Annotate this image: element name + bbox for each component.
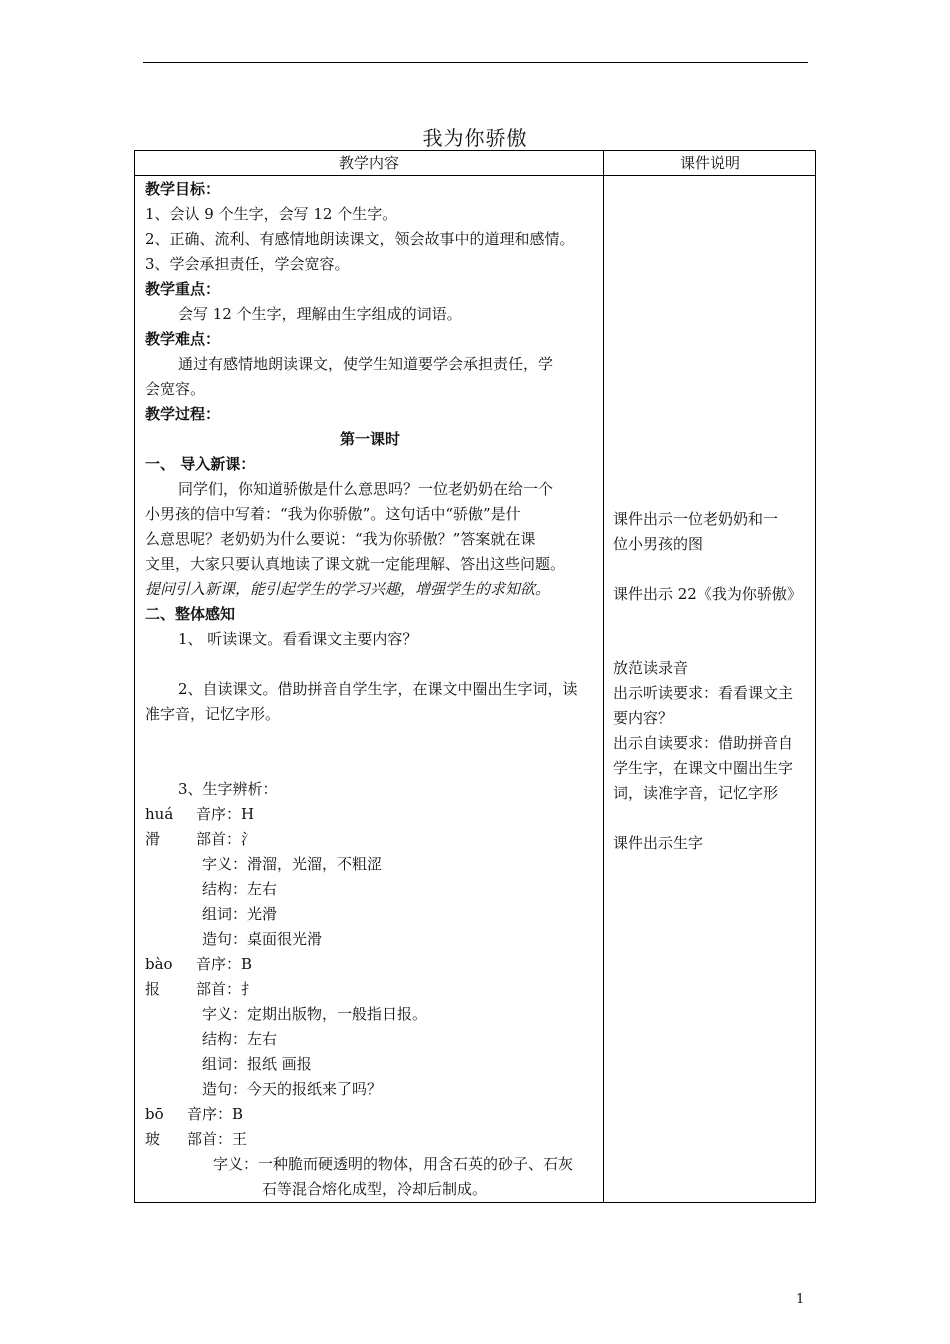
note-4-line-2: 要内容？ xyxy=(613,709,674,727)
goal-1: 1、会认 9 个生字，会写 12 个生字。 xyxy=(145,205,398,223)
header-teaching-content: 教学内容 xyxy=(338,154,399,172)
intro-note: 提问引入新课，能引起学生的学习兴趣，增强学生的求知欲。 xyxy=(145,580,551,598)
note-3: 放范读录音 xyxy=(613,659,689,677)
bao-order: 音序：B xyxy=(196,955,253,973)
goals-heading: 教学目标： xyxy=(145,180,221,198)
bao-char: 报 xyxy=(145,980,161,998)
bo-meaning-line-2: 石等混合熔化成型，冷却后制成。 xyxy=(262,1180,488,1198)
page-title: 我为你骄傲 xyxy=(422,126,528,150)
note-4-line-1: 出示听读要求：看看课文主 xyxy=(613,684,794,702)
intro-line-4: 文里，大家只要认真地读了课文就一定能理解、答出这些问题。 xyxy=(145,555,566,573)
section-1-heading: 一、 导入新课： xyxy=(145,455,256,473)
page-number: 1 xyxy=(796,1292,805,1307)
column-divider xyxy=(603,151,604,1202)
note-1-line-2: 位小男孩的图 xyxy=(613,535,704,553)
step-3: 3、生字辨析： xyxy=(178,780,278,798)
hua-words: 组词：光滑 xyxy=(202,905,278,923)
hua-char: 滑 xyxy=(145,830,161,848)
difficulty-line-1: 通过有感情地朗读课文，使学生知道要学会承担责任，学 xyxy=(178,355,554,373)
intro-line-3: 么意思呢？老奶奶为什么要说：“我为你骄傲？”答案就在课 xyxy=(145,530,536,548)
step-2-line-2: 准字音，记忆字形。 xyxy=(145,705,281,723)
section-2-heading: 二、整体感知 xyxy=(145,605,236,623)
key-text: 会写 12 个生字，理解由生字组成的词语。 xyxy=(178,305,462,323)
note-1-line-1: 课件出示一位老奶奶和一 xyxy=(613,510,779,528)
intro-line-2: 小男孩的信中写着：“我为你骄傲”。这句话中“骄傲”是什 xyxy=(145,505,521,523)
difficulty-line-2: 会宽容。 xyxy=(145,380,206,398)
goal-3: 3、学会承担责任，学会宽容。 xyxy=(145,255,350,273)
bao-words: 组词：报纸 画报 xyxy=(202,1055,312,1073)
hua-structure: 结构：左右 xyxy=(202,880,278,898)
hua-meaning: 字义：滑溜，光溜，不粗涩 xyxy=(202,855,383,873)
note-5-line-2: 学生字，在课文中圈出生字 xyxy=(613,759,794,777)
hua-order: 音序：H xyxy=(196,805,255,823)
bao-pinyin: bào xyxy=(145,955,173,973)
goal-2: 2、正确、流利、有感情地朗读课文，领会故事中的道理和感情。 xyxy=(145,230,575,248)
bao-structure: 结构：左右 xyxy=(202,1030,278,1048)
process-heading: 教学过程： xyxy=(145,405,221,423)
header-courseware-notes: 课件说明 xyxy=(679,154,740,172)
bo-char: 玻 xyxy=(145,1130,161,1148)
header-divider xyxy=(135,175,815,176)
step-2-line-1: 2、自读课文。借助拼音自学生字，在课文中圈出生字词，读 xyxy=(178,680,578,698)
hua-pinyin: huá xyxy=(145,805,174,823)
lesson-table xyxy=(134,150,816,1203)
step-1: 1、 听读课文。看看课文主要内容？ xyxy=(178,630,418,648)
bao-meaning: 字义：定期出版物，一般指日报。 xyxy=(202,1005,428,1023)
difficulty-heading: 教学难点： xyxy=(145,330,221,348)
hua-radical: 部首：氵 xyxy=(196,830,257,848)
bo-meaning-line-1: 字义：一种脆而硬透明的物体，用含石英的砂子、石灰 xyxy=(213,1155,574,1173)
note-2: 课件出示 22《我为你骄傲》 xyxy=(613,585,802,603)
bo-radical: 部首：王 xyxy=(187,1130,248,1148)
hua-sentence: 造句：桌面很光滑 xyxy=(202,930,323,948)
note-5-line-3: 词，读准字音，记忆字形 xyxy=(613,784,779,802)
bao-sentence: 造句：今天的报纸来了吗？ xyxy=(202,1080,383,1098)
header-rule xyxy=(143,62,808,63)
lesson-title: 第一课时 xyxy=(339,430,400,448)
note-5-line-1: 出示自读要求：借助拼音自 xyxy=(613,734,794,752)
bao-radical: 部首：扌 xyxy=(196,980,257,998)
note-6: 课件出示生字 xyxy=(613,834,704,852)
key-heading: 教学重点： xyxy=(145,280,221,298)
bo-order: 音序：B xyxy=(187,1105,244,1123)
intro-line-1: 同学们，你知道骄傲是什么意思吗？一位老奶奶在给一个 xyxy=(178,480,554,498)
bo-pinyin: bō xyxy=(145,1105,164,1123)
